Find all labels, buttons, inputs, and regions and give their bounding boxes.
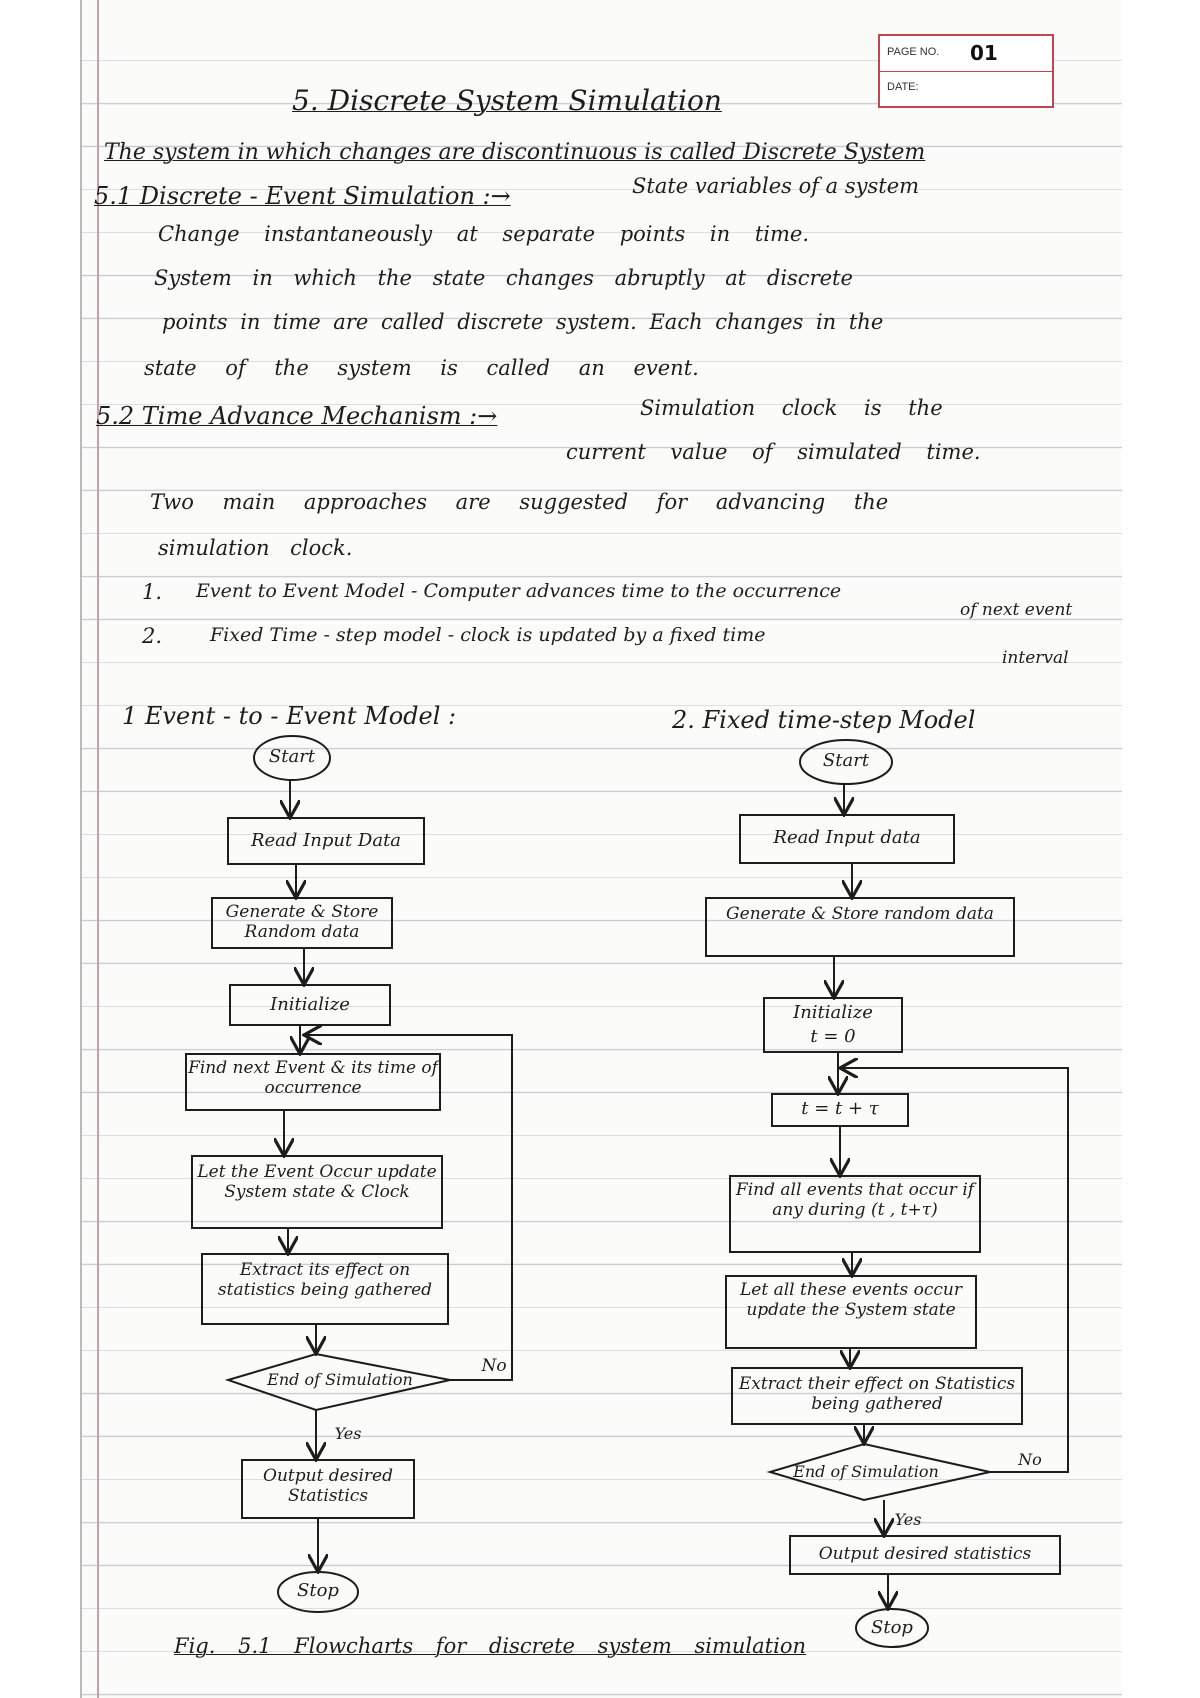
s52-line2: current value of simulated time. <box>566 440 981 464</box>
section-5-2-heading: 5.2 Time Advance Mechanism :→ <box>96 402 498 430</box>
page-no-label: PAGE NO. <box>887 46 940 58</box>
fc2-no-label: No <box>1018 1450 1042 1469</box>
flowchart-2-title: 2. Fixed time-step Model <box>672 706 976 734</box>
page-title: 5. Discrete System Simulation <box>292 84 722 117</box>
fc1-let-label: Let the Event Occur update System state & Clock <box>197 1162 437 1203</box>
s51-line2: Change instantaneously at separate points in time. <box>158 222 810 246</box>
fc1-extract-label: Extract its effect on statistics being gathered <box>217 1260 433 1301</box>
page-number: 01 <box>970 41 998 65</box>
s51-line5: state of the system is called an event. <box>144 356 699 380</box>
fc1-end-label: End of Simulation <box>267 1370 413 1389</box>
fc2-extract-label: Extract their effect on Statistics being gathered <box>738 1374 1016 1415</box>
fc1-read-label: Read Input Data <box>250 830 402 851</box>
fc2-tstep-label: t = t + τ <box>801 1098 879 1119</box>
fc1-no-label: No <box>481 1356 507 1376</box>
fc2-stop-label: Stop <box>871 1617 913 1638</box>
fc2-output-label: Output desired statistics <box>818 1544 1032 1564</box>
fc2-read-label: Read Input data <box>773 827 921 848</box>
s52-line4: simulation clock. <box>158 536 353 560</box>
approach-2-number: 2. <box>142 624 163 648</box>
fc1-generate-label: Generate & Store Random data <box>225 902 379 943</box>
fc2-generate-label: Generate & Store random data <box>726 904 994 924</box>
fc1-start-label: Start <box>268 746 316 767</box>
fc2-let-label: Let all these events occur update the System state <box>739 1280 962 1321</box>
fc2-initialize-label: Initialize <box>793 1002 873 1023</box>
s51-line4: points in time are called discrete system. Each changes in the <box>162 310 884 334</box>
s51-line3: System in which the state changes abruptly at discrete <box>154 266 853 290</box>
date-label: DATE: <box>887 81 919 93</box>
fc2-t0-label: t = 0 <box>810 1026 856 1047</box>
s52-line1: Simulation clock is the <box>640 396 943 420</box>
fc2-yes-label: Yes <box>894 1510 922 1529</box>
s52-line3: Two main approaches are suggested for advancing the <box>150 490 889 514</box>
fc1-output-label: Output desired Statistics <box>263 1466 393 1507</box>
fc2-start-label: Start <box>822 750 870 771</box>
intro-sentence: The system in which changes are discontinuous is called Discrete System <box>104 140 926 165</box>
approach-2-continued: interval <box>1002 648 1069 668</box>
flowchart-1-title: 1 Event - to - Event Model : <box>122 702 457 730</box>
fc1-find-label: Find next Event & its time of occurrence <box>188 1058 438 1099</box>
approach-1-text: Event to Event Model - Computer advances time to the occurrence <box>196 580 842 602</box>
fc1-yes-label: Yes <box>334 1424 362 1443</box>
section-5-1-heading: 5.1 Discrete - Event Simulation :→ <box>94 182 511 210</box>
fc2-find-label: Find all events that occur if any during (t , t+τ) <box>735 1180 975 1221</box>
approach-2-text: Fixed Time - step model - clock is updated by a fixed time <box>210 624 766 646</box>
s51-line1: State variables of a system <box>632 174 920 198</box>
approach-1-number: 1. <box>142 580 163 604</box>
figure-caption: Fig. 5.1 Flowcharts for discrete system simulation <box>174 1634 806 1658</box>
fc2-end-label: End of Simulation <box>793 1462 939 1481</box>
fc1-stop-label: Stop <box>297 1580 339 1601</box>
approach-1-continued: of next event <box>960 600 1073 620</box>
fc1-initialize-label: Initialize <box>270 994 350 1015</box>
